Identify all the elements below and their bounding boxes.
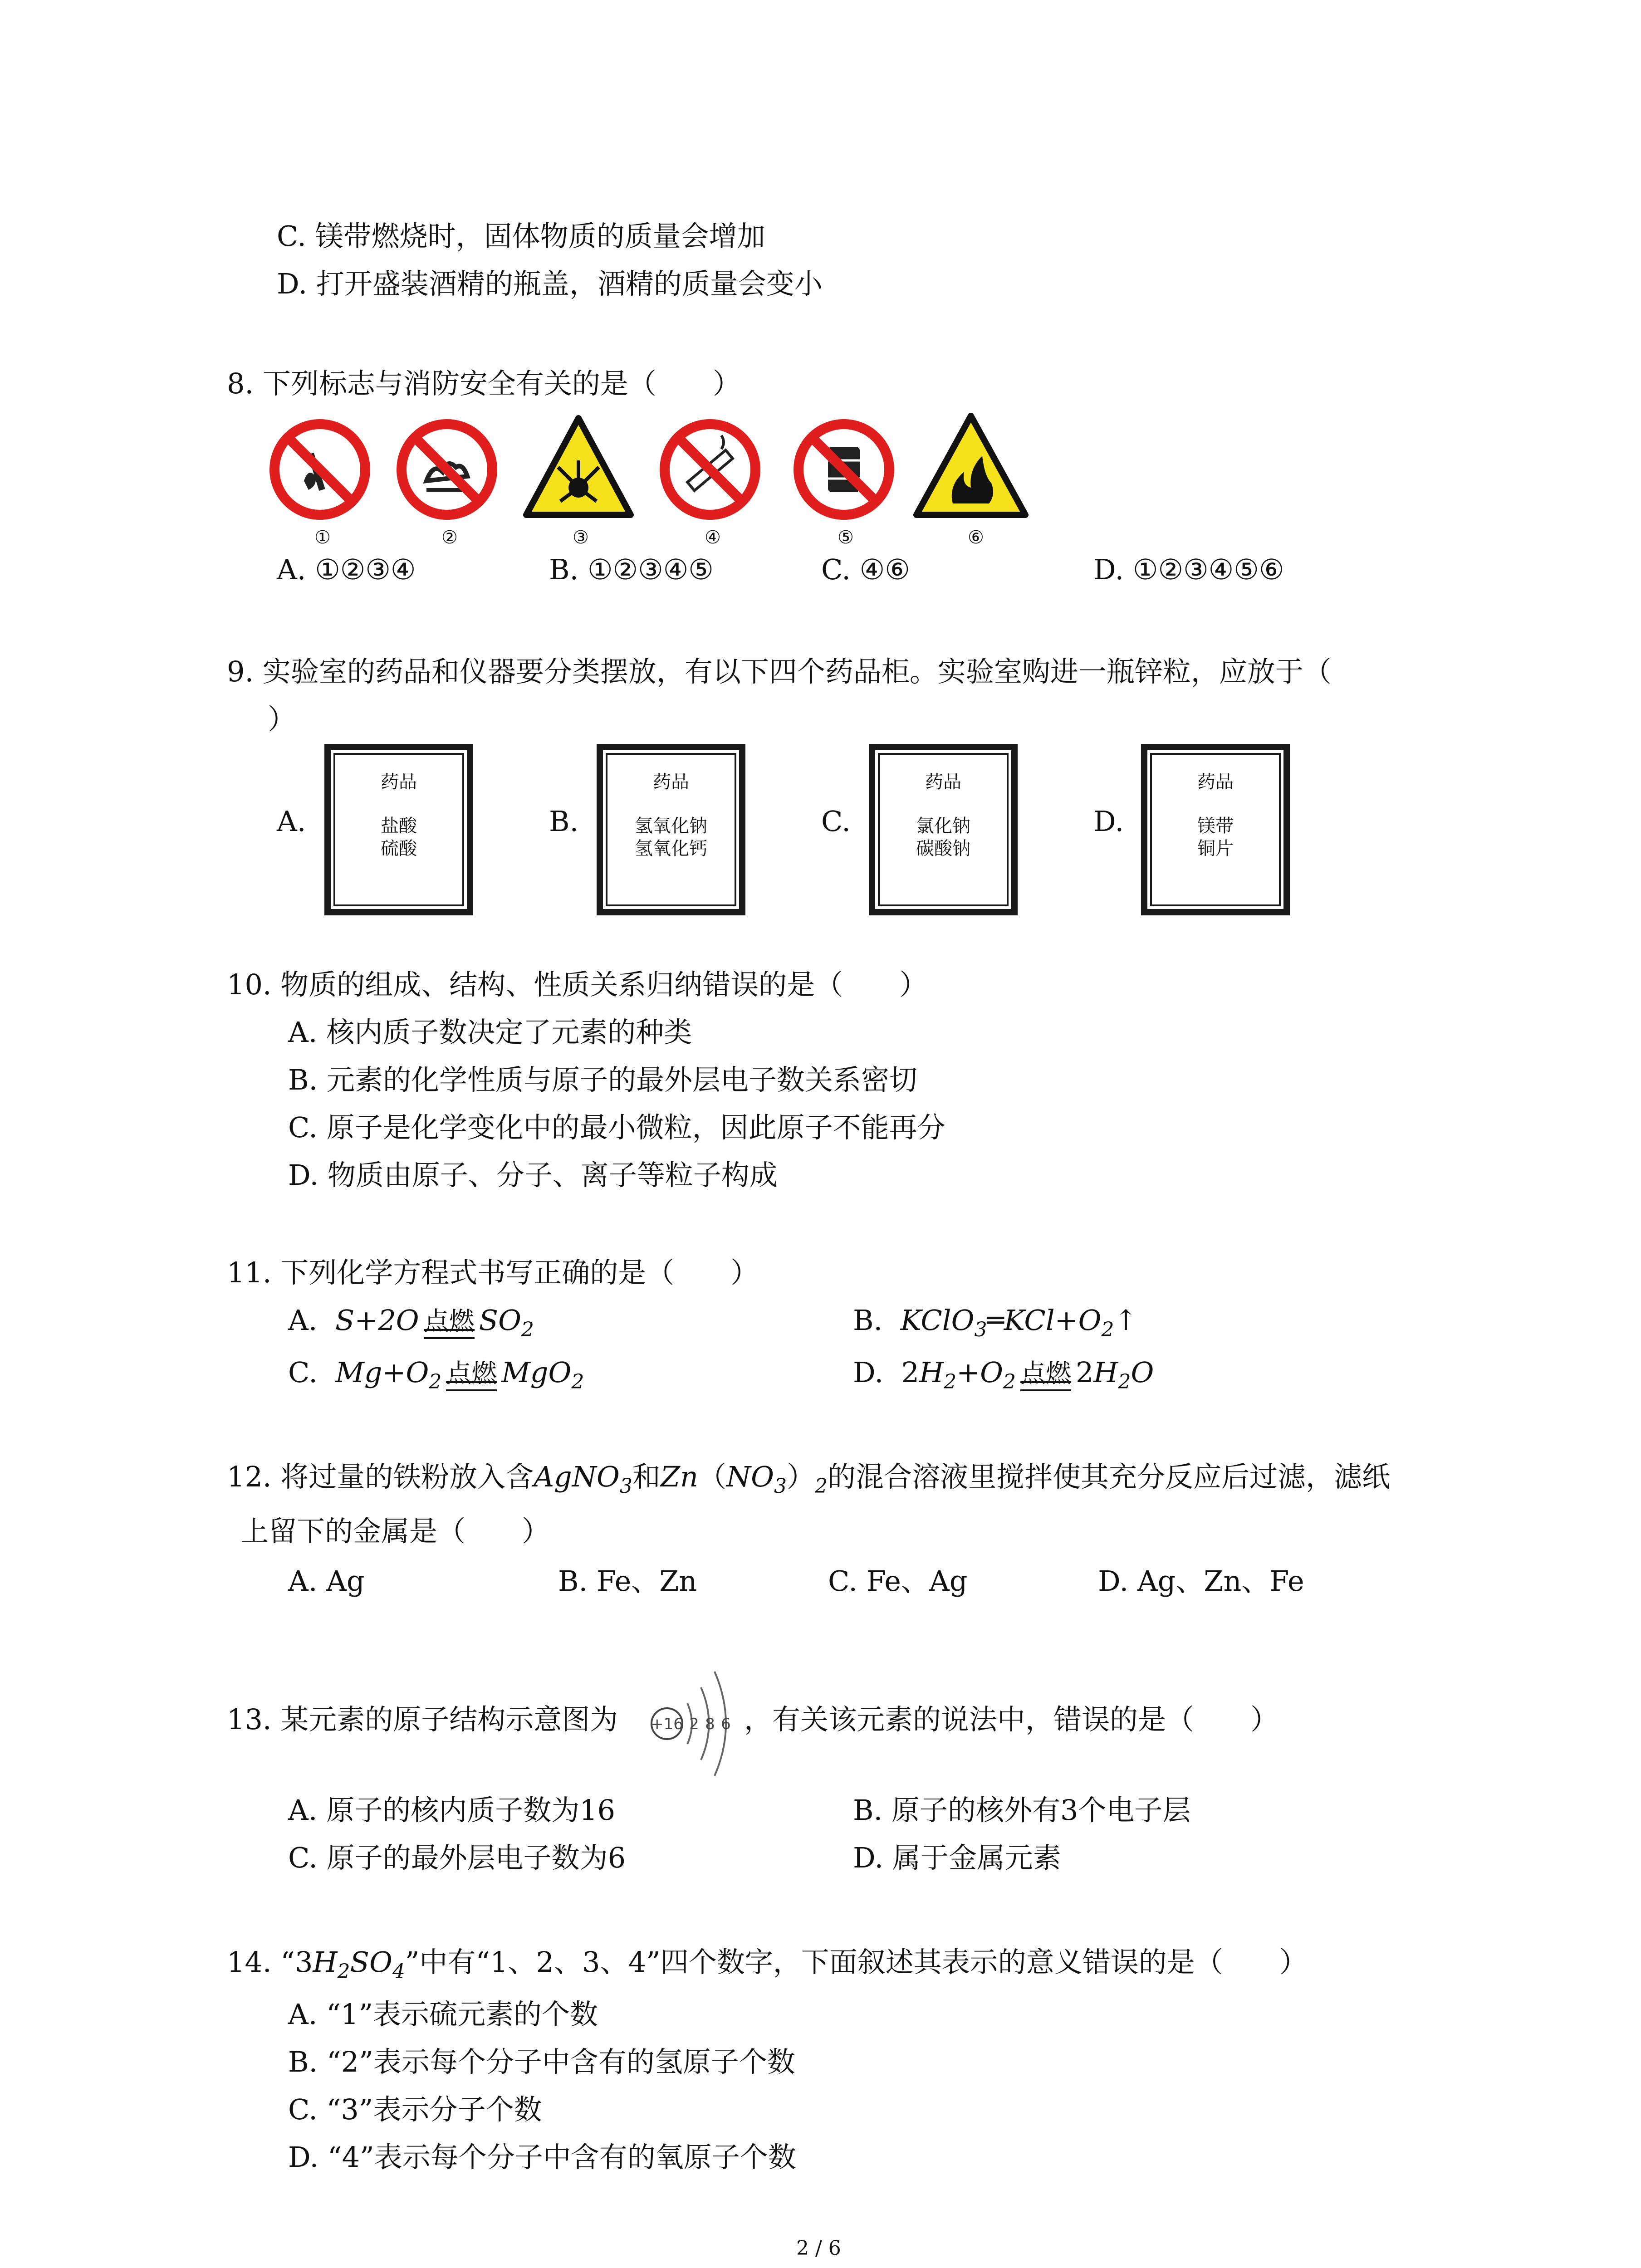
no-flammables-sign	[792, 417, 896, 522]
q13-option-d: D. 属于金属元素	[853, 1841, 1061, 1874]
cabinet-item: 镁带	[1197, 816, 1234, 836]
q10-option-b: B. 元素的化学性质与原子的最外层电子数关系密切	[288, 1063, 917, 1096]
q14-option-c: C. “3”表示分子个数	[288, 2093, 542, 2126]
q13-stem-a: 13. 某元素的原子结构示意图为	[227, 1703, 618, 1736]
q9-stem: 9. 实验室的药品和仪器要分类摆放，有以下四个药品柜。实验室购进一瓶锌粒，应放于（	[227, 655, 1332, 688]
explosive-warning-sign	[522, 413, 635, 522]
q8-option-c: C. ④⑥	[821, 553, 910, 586]
cabinet-header: 药品	[1197, 772, 1234, 792]
q11-stem: 11. 下列化学方程式书写正确的是（ ）	[227, 1256, 759, 1289]
q12-option-a: A. Ag	[288, 1564, 365, 1598]
q11-option-d: D. $2H_2+O_2$ 点燃 $2H_2O$	[853, 1356, 1154, 1393]
q9-label-c: C.	[821, 805, 851, 838]
shell-electrons: 8	[705, 1715, 715, 1733]
condition-mark: 点燃	[423, 1307, 475, 1336]
q7-option-c: C. 镁带燃烧时，固体物质的质量会增加	[277, 220, 765, 253]
sign-label-3: ③	[573, 527, 589, 548]
q12-option-d: D. Ag、Zn、Fe	[1098, 1564, 1304, 1598]
q13-option-b: B. 原子的核外有3个电子层	[853, 1794, 1191, 1827]
q12-stem-part: 的混合溶液里搅拌使其充分反应后过滤，滤纸	[828, 1460, 1391, 1493]
shell-electrons: 6	[721, 1715, 731, 1733]
flammable-warning-sign	[912, 411, 1030, 522]
condition-mark: 点燃	[446, 1359, 497, 1388]
q8-option-a: A. ①②③④	[277, 553, 416, 586]
q14-stem-part: 14. “3	[227, 1945, 313, 1979]
q12-stem-part: 和	[632, 1460, 661, 1493]
no-smoking-sign	[658, 417, 762, 522]
q9-label-b: B.	[549, 805, 579, 838]
q12-stem: 12. 将过量的铁粉放入含AgNO$_3$和$Zn(NO_3)_2$的混合溶液里搅拌使其充分反应后过滤，滤纸	[227, 1460, 1391, 1498]
page-number: 2 / 6	[796, 2237, 841, 2260]
sign-label-4: ④	[705, 527, 721, 548]
q10-stem: 10. 物质的组成、结构、性质关系归纳错误的是（ ）	[227, 968, 928, 1001]
no-open-flame-sign	[268, 417, 372, 522]
shell-electrons: 2	[689, 1715, 699, 1733]
cabinet-header: 药品	[653, 772, 689, 792]
cabinet-header: 药品	[381, 772, 417, 792]
sign-label-5: ⑤	[838, 527, 854, 548]
q12-stem-continued: 上留下的金属是（ ）	[240, 1515, 550, 1548]
condition-mark: 点燃	[1020, 1359, 1071, 1388]
q14-stem-part: ”中有“1、2、3、4”四个数字，下面叙述其表示的意义错误的是（ ）	[405, 1945, 1308, 1979]
cabinet-c	[869, 744, 1018, 915]
q7-option-d: D. 打开盛装酒精的瓶盖，酒精的质量会变小	[277, 267, 823, 300]
cabinet-header: 药品	[925, 772, 961, 792]
nucleus-charge: +16	[651, 1715, 683, 1733]
cabinet-a	[324, 744, 473, 915]
cabinet-item: 氢氧化钠	[635, 816, 707, 836]
q9-label-a: A.	[277, 805, 306, 838]
q11-option-b: B. $KClO_3═KCl+O_2↑$	[853, 1304, 1138, 1341]
q8-option-d: D. ①②③④⑤⑥	[1093, 553, 1284, 586]
q10-option-c: C. 原子是化学变化中的最小微粒，因此原子不能再分	[288, 1111, 945, 1144]
q9-stem-continued: ）	[268, 703, 296, 736]
cabinet-item: 氯化钠	[916, 816, 970, 836]
q13-stem-b: ，有关该元素的说法中，错误的是（ ）	[744, 1703, 1279, 1736]
cabinet-item: 盐酸	[381, 816, 417, 836]
q11-option-a: A. S+2O 点燃 $SO_2$	[288, 1304, 534, 1341]
q12-stem-part: 12. 将过量的铁粉放入含	[227, 1460, 534, 1493]
q10-option-d: D. 物质由原子、分子、离子等粒子构成	[288, 1158, 778, 1192]
q11-option-c: C. $Mg+O_2$ 点燃 MgO$_2$	[288, 1356, 584, 1393]
sign-label-2: ②	[441, 527, 458, 548]
cabinet-item: 硫酸	[381, 838, 417, 859]
cabinet-d	[1141, 744, 1290, 915]
cabinet-b	[597, 744, 745, 915]
cabinet-item: 氢氧化钙	[635, 838, 707, 859]
atom-structure-diagram	[644, 1656, 744, 1792]
q8-option-b: B. ①②③④⑤	[549, 553, 714, 586]
q10-option-a: A. 核内质子数决定了元素的种类	[288, 1016, 692, 1049]
q12-option-c: C. Fe、Ag	[828, 1564, 968, 1598]
cabinet-item: 碳酸钠	[916, 838, 970, 859]
q14-option-b: B. “2”表示每个分子中含有的氢原子个数	[288, 2045, 795, 2078]
q14-stem: 14. “$3H_2SO_4$”中有“1、2、3、4”四个数字，下面叙述其表示的意义错误的是（ ）	[227, 1945, 1308, 1983]
q14-option-a: A. “1”表示硫元素的个数	[288, 1998, 598, 2031]
q9-label-d: D.	[1093, 805, 1124, 838]
q8-stem: 8. 下列标志与消防安全有关的是（ ）	[227, 367, 741, 400]
q13-option-c: C. 原子的最外层电子数为6	[288, 1841, 626, 1874]
cabinet-item: 铜片	[1197, 838, 1234, 859]
q12-option-b: B. Fe、Zn	[558, 1564, 697, 1598]
q13-option-a: A. 原子的核内质子数为16	[288, 1794, 616, 1827]
no-burning-sign	[395, 417, 499, 522]
sign-label-1: ①	[314, 527, 331, 548]
q14-option-d: D. “4”表示每个分子中含有的氧原子个数	[288, 2141, 796, 2174]
sign-label-6: ⑥	[968, 527, 984, 548]
